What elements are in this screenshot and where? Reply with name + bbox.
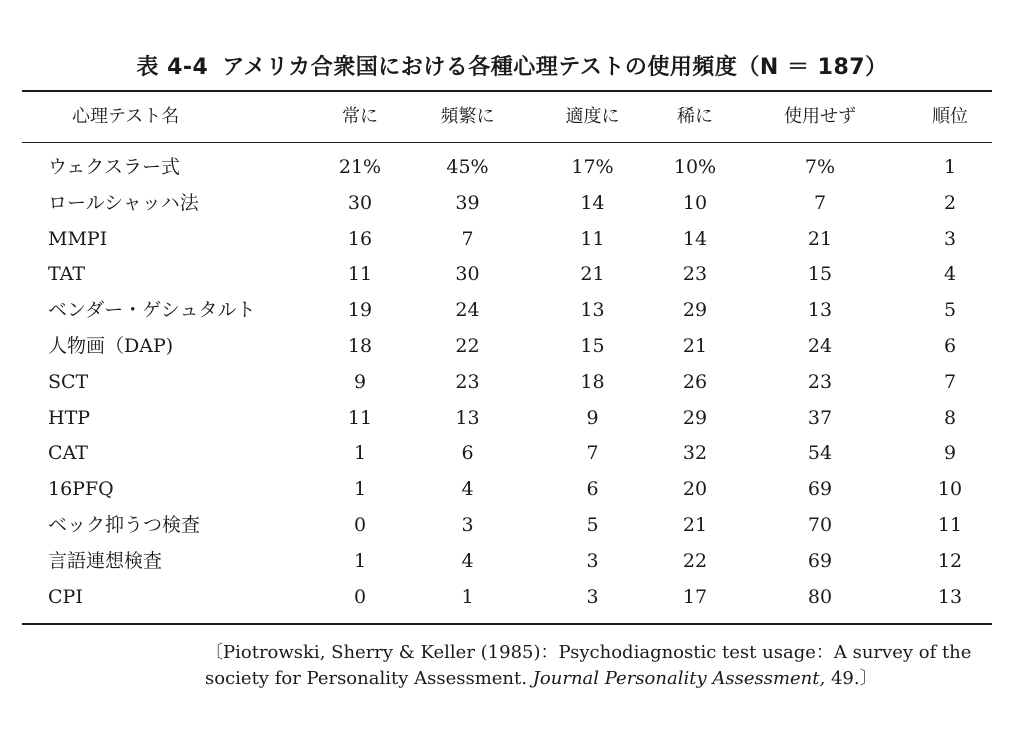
cell-rarely: 22 (682, 549, 708, 572)
table-title (0, 50, 1024, 81)
cell-rarely: 23 (682, 263, 708, 286)
cell-rank: 12 (937, 549, 963, 572)
cell-rank: 11 (937, 514, 963, 536)
cell-frequently: 22 (455, 335, 480, 357)
cell-moderately: 3 (586, 585, 599, 608)
cell-test-name: TAT (48, 263, 85, 286)
cell-moderately: 5 (586, 514, 599, 536)
cell-moderately: 18 (580, 370, 605, 393)
cell-never: 80 (807, 585, 833, 608)
table-header-row (0, 100, 1024, 134)
cell-frequently: 24 (455, 299, 480, 322)
cell-never: 54 (807, 442, 833, 465)
cell-rank: 6 (943, 335, 957, 357)
cell-rank: 13 (937, 585, 963, 608)
header-frequently: 頻繁に (440, 106, 495, 127)
cell-never: 37 (807, 406, 833, 429)
cell-frequently: 7 (461, 227, 474, 250)
cell-always: 30 (347, 191, 373, 214)
cell-moderately: 9 (586, 406, 599, 429)
header-test-name: 心理テスト名 (72, 106, 180, 127)
cell-always: 19 (347, 299, 373, 322)
cell-rank: 9 (943, 442, 957, 465)
cell-frequently: 4 (461, 478, 474, 501)
table-row (0, 293, 1024, 327)
cell-frequently: 45% (446, 156, 489, 178)
header-rank: 順位 (932, 106, 968, 127)
table-row (0, 544, 1024, 578)
table-number: 表 4-4 (136, 55, 209, 80)
cell-test-name: SCT (48, 370, 89, 393)
cell-always: 16 (347, 227, 373, 250)
cell-always: 0 (353, 514, 367, 536)
cell-always: 9 (353, 370, 367, 393)
cell-test-name: ベック抑うつ検査 (48, 514, 201, 536)
cell-rarely: 17 (682, 585, 708, 608)
cell-rank: 8 (943, 406, 957, 429)
cell-never: 15 (807, 263, 833, 286)
source-citation (205, 640, 985, 692)
cell-rarely: 20 (682, 478, 708, 501)
header-moderately: 適度に (565, 106, 620, 127)
cell-test-name: 人物画（DAP) (48, 335, 174, 357)
table-row (0, 222, 1024, 256)
cell-rarely: 10% (673, 156, 717, 178)
citation-journal: Journal Personality Assessment, (532, 668, 826, 689)
cell-never: 21 (807, 227, 833, 250)
table-row (0, 580, 1024, 614)
cell-never: 23 (807, 370, 833, 393)
cell-test-name: 16PFQ (48, 478, 114, 501)
cell-never: 69 (807, 549, 833, 572)
citation-text: 〔Piotrowski, Sherry & Keller (1985)：Psychodiagnostic test usage：A survey of the society for Personality Assessment. (205, 642, 972, 689)
cell-moderately: 6 (586, 478, 599, 501)
cell-test-name: HTP (48, 406, 91, 429)
cell-moderately: 14 (580, 191, 605, 214)
header-rule (22, 142, 992, 143)
table-row (0, 401, 1024, 435)
cell-rank: 10 (937, 478, 963, 501)
cell-never: 7% (804, 156, 836, 178)
cell-test-name: MMPI (48, 227, 108, 250)
cell-moderately: 13 (580, 299, 605, 322)
table-row (0, 365, 1024, 399)
cell-frequently: 6 (461, 442, 474, 465)
cell-always: 21% (338, 156, 382, 178)
cell-never: 7 (813, 191, 827, 214)
cell-rarely: 26 (682, 370, 708, 393)
cell-frequently: 39 (455, 191, 480, 214)
cell-rank: 4 (943, 263, 957, 286)
cell-always: 11 (347, 406, 373, 429)
cell-always: 1 (353, 442, 367, 465)
header-always: 常に (342, 106, 378, 127)
cell-rank: 7 (943, 370, 957, 393)
cell-test-name: CAT (48, 442, 88, 465)
cell-frequently: 4 (461, 549, 474, 572)
table-row (0, 329, 1024, 363)
cell-moderately: 21 (580, 263, 605, 286)
cell-always: 1 (353, 549, 367, 572)
cell-rank: 1 (943, 156, 957, 178)
cell-never: 69 (807, 478, 833, 501)
cell-rank: 5 (943, 299, 957, 322)
bottom-rule (22, 623, 992, 625)
citation-volume: 49.〕 (825, 668, 878, 689)
cell-frequently: 23 (455, 370, 480, 393)
cell-moderately: 15 (580, 335, 605, 357)
cell-frequently: 3 (461, 514, 474, 536)
table-row (0, 436, 1024, 470)
cell-moderately: 3 (586, 549, 599, 572)
cell-test-name: 言語連想検査 (48, 549, 163, 572)
table-row (0, 150, 1024, 184)
header-never: 使用せず (784, 106, 856, 127)
cell-rarely: 21 (682, 514, 708, 536)
cell-frequently: 13 (455, 406, 480, 429)
cell-rarely: 10 (682, 191, 708, 214)
cell-always: 11 (347, 263, 373, 286)
cell-rarely: 29 (682, 406, 708, 429)
table-row (0, 257, 1024, 291)
cell-frequently: 1 (461, 585, 474, 608)
cell-rarely: 32 (682, 442, 708, 465)
cell-rarely: 14 (682, 227, 708, 250)
table-row (0, 472, 1024, 506)
cell-test-name: CPI (48, 585, 83, 608)
cell-rank: 2 (943, 191, 957, 214)
table-row (0, 186, 1024, 220)
header-rarely: 稀に (677, 106, 713, 127)
table-row (0, 508, 1024, 542)
cell-frequently: 30 (455, 263, 480, 286)
cell-test-name: ベンダー・ゲシュタルト (48, 299, 256, 322)
cell-never: 70 (807, 514, 833, 536)
cell-rarely: 29 (682, 299, 708, 322)
top-rule (22, 90, 992, 92)
cell-moderately: 11 (580, 227, 605, 250)
cell-rank: 3 (943, 227, 957, 250)
cell-always: 1 (353, 478, 367, 501)
cell-moderately: 17% (571, 156, 614, 178)
cell-test-name: ロールシャッハ法 (48, 191, 199, 214)
cell-always: 18 (347, 335, 373, 357)
cell-never: 24 (807, 335, 833, 357)
cell-test-name: ウェクスラー式 (48, 156, 181, 178)
table-title-text: アメリカ合衆国における各種心理テストの使用頻度（N ＝ 187） (222, 55, 888, 80)
cell-never: 13 (807, 299, 833, 322)
cell-rarely: 21 (682, 335, 708, 357)
cell-moderately: 7 (586, 442, 599, 465)
cell-always: 0 (353, 585, 367, 608)
